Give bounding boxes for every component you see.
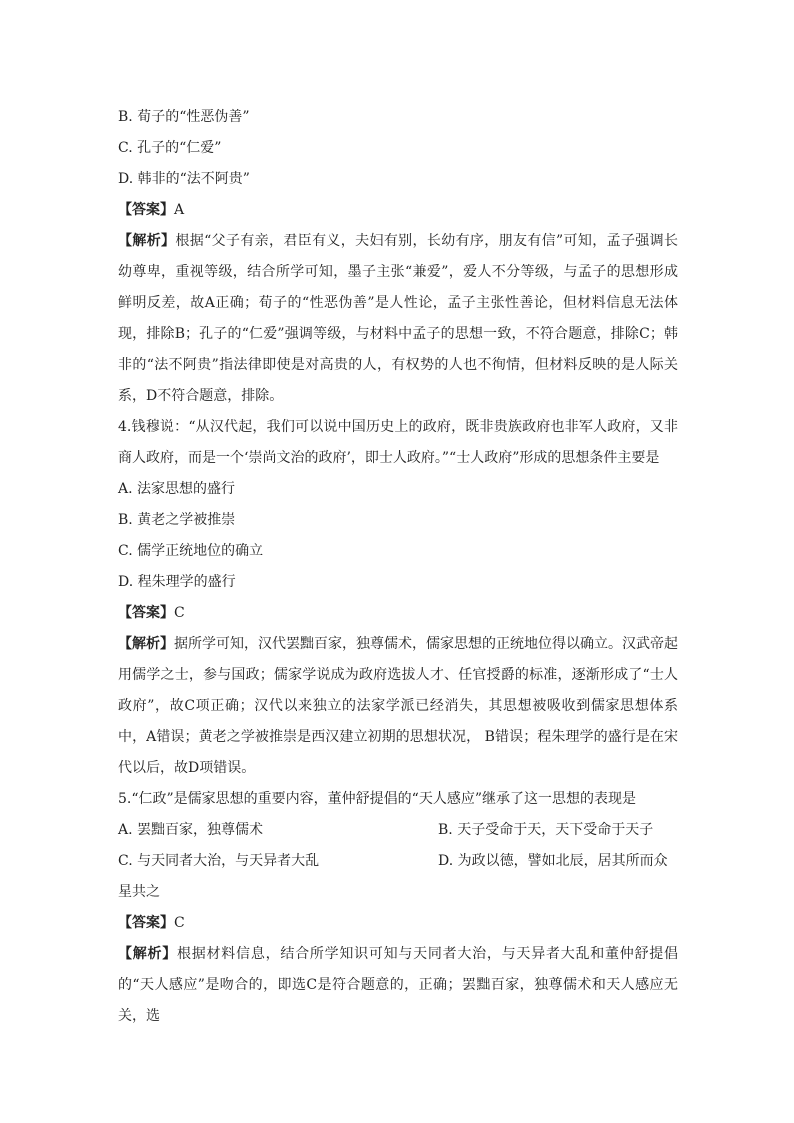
q3-answer: [118, 195, 678, 226]
q5-option-a: A. 罢黜百家，独尊儒术: [118, 822, 264, 838]
q3-analysis: [118, 226, 678, 412]
q5-options-row-2: [118, 846, 678, 877]
q5-option-d-continued: 星共之: [118, 884, 160, 900]
answer-tag: 【答案】: [118, 915, 174, 931]
document-body: [118, 102, 678, 1032]
q4-option-a: A. 法家思想的盛行: [118, 481, 236, 497]
q3-option-d: D. 韩非的“法不阿贵”: [118, 171, 250, 187]
q4-option-c: C. 儒学正统地位的确立: [118, 543, 264, 559]
q5-analysis: [118, 939, 678, 1032]
q4-stem: 4.钱穆说：“从汉代起，我们可以说中国历史上的政府，既非贵族政府也非军人政府，又非商人政府，而是一个‘崇尚文治的政府’，即士人政府。”“士人政府”形成的思想条件主要是: [118, 419, 678, 466]
answer-tag: 【答案】: [118, 202, 174, 218]
answer-tag: 【答案】: [118, 605, 174, 621]
answer-value: C: [174, 915, 185, 931]
q3-option-b: B. 荀子的“性恶伪善”: [118, 109, 250, 125]
answer-value: A: [174, 202, 185, 218]
q5-answer: [118, 908, 678, 939]
q4-option-d: D. 程朱理学的盛行: [118, 574, 236, 590]
q5-option-c: C. 与天同者大治，与天异者大乱: [118, 853, 320, 869]
q3-option-c: C. 孔子的“仁爱”: [118, 140, 222, 156]
q5-option-b: B. 天子受命于天，天下受命于天子: [438, 822, 654, 838]
q4-option-b: B. 黄老之学被推崇: [118, 512, 236, 528]
q4-answer: [118, 598, 678, 629]
answer-value: C: [174, 605, 185, 621]
q4-analysis: [118, 629, 678, 784]
analysis-text: 根据“父子有亲，君臣有义，夫妇有别，长幼有序，朋友有信”可知，孟子强调长幼尊卑，重视等级，结合所学可知，墨子主张“兼爱”，爱人不分等级，与孟子的思想形成鲜明反差，故A正确；荀子的“性恶伪善”是人性论，孟子主张性善论，但材料信息无法体现，排除B；孔子的“仁爱”强调等级，与材料中孟子的思想一致，不符合题意，排除C；韩非的“法不阿贵”指法律即使是对高贵的人，有权势的人也不徇情，但材料反映的是人际关系，D不符合题意，排除。: [118, 233, 679, 404]
analysis-tag: 【解析】: [118, 233, 176, 249]
analysis-text: 据所学可知，汉代罢黜百家，独尊儒术，儒家思想的正统地位得以确立。汉武帝起用儒学之士，参与国政；儒家学说成为政府选拔人才、任官授爵的标准，逐渐形成了“士人政府”，故C项正确；汉代以来独立的法家学派已经消失，其思想被吸收到儒家思想体系中，A错误；黄老之学被推崇是西汉建立初期的思想状况， B错误；程朱理学的盛行是在宋代以后，故D项错误。: [118, 636, 678, 776]
analysis-text: 根据材料信息，结合所学知识可知与天同者大治，与天异者大乱和董仲舒提倡的“天人感应”是吻合的，即选C是符合题意的，正确；罢黜百家，独尊儒术和天人感应无关，选: [118, 946, 679, 1024]
analysis-tag: 【解析】: [118, 636, 174, 652]
q5-option-d: D. 为政以德，譬如北辰，居其所而众: [438, 853, 668, 869]
q5-stem: 5.“仁政”是儒家思想的重要内容，董仲舒提倡的“天人感应”继承了这一思想的表现是: [118, 791, 636, 807]
q5-options-row-1: [118, 815, 678, 846]
analysis-tag: 【解析】: [118, 946, 178, 962]
